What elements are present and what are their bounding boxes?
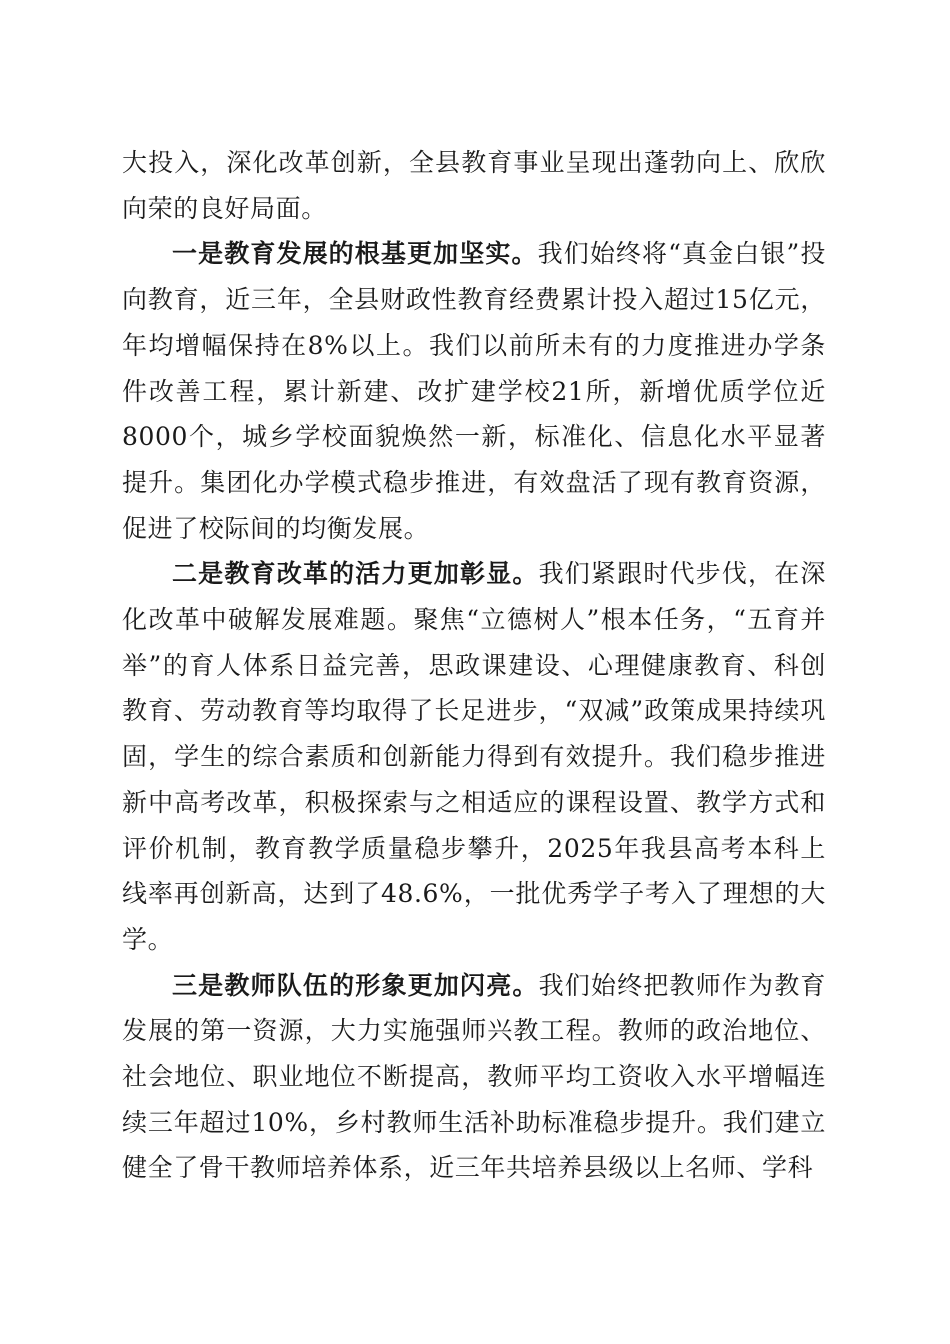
paragraph-lead: 二是教育改革的活力更加彰显。 (172, 559, 539, 589)
paragraph-continuation (122, 140, 826, 231)
document-body (122, 140, 826, 1191)
paragraph-teachers (122, 963, 826, 1192)
paragraph-lead: 三是教师队伍的形象更加闪亮。 (172, 970, 539, 1000)
paragraph-text: 我们始终将“真金白银”投向教育，近三年，全县财政性教育经费累计投入超过15亿元，年均增幅保持在8%以上。我们以前所未有的力度推进办学条件改善工程，累计新建、改扩建学校21所，新增优质学位近8000个，城乡学校面貌焕然一新，标准化、信息化水平显著提升。集团化办学模式稳步推进，有效盘活了现有教育资源，促进了校际间的均衡发展。 (122, 239, 827, 543)
paragraph-text: 我们紧跟时代步伐，在深化改革中破解发展难题。聚焦“立德树人”根本任务，“五育并举”的育人体系日益完善，思政课建设、心理健康教育、科创教育、劳动教育等均取得了长足进步，“双减”政策成果持续巩固，学生的综合素质和创新能力得到有效提升。我们稳步推进新中高考改革，积极探索与之相适应的课程设置、教学方式和评价机制，教育教学质量稳步攀升，2025年我县高考本科上线率再创新高，达到了48.6%，一批优秀学子考入了理想的大学。 (122, 559, 826, 954)
paragraph-foundation (122, 231, 826, 551)
paragraph-reform (122, 551, 826, 962)
paragraph-text: 我们始终把教师作为教育发展的第一资源，大力实施强师兴教工程。教师的政治地位、社会地位、职业地位不断提高，教师平均工资收入水平增幅连续三年超过10%，乡村教师生活补助标准稳步提升。我们建立健全了骨干教师培养体系，近三年共培养县级以上名师、学科 (122, 970, 826, 1183)
paragraph-lead: 一是教育发展的根基更加坚实。 (172, 239, 538, 269)
paragraph-text: 大投入，深化改革创新，全县教育事业呈现出蓬勃向上、欣欣向荣的良好局面。 (122, 148, 826, 223)
